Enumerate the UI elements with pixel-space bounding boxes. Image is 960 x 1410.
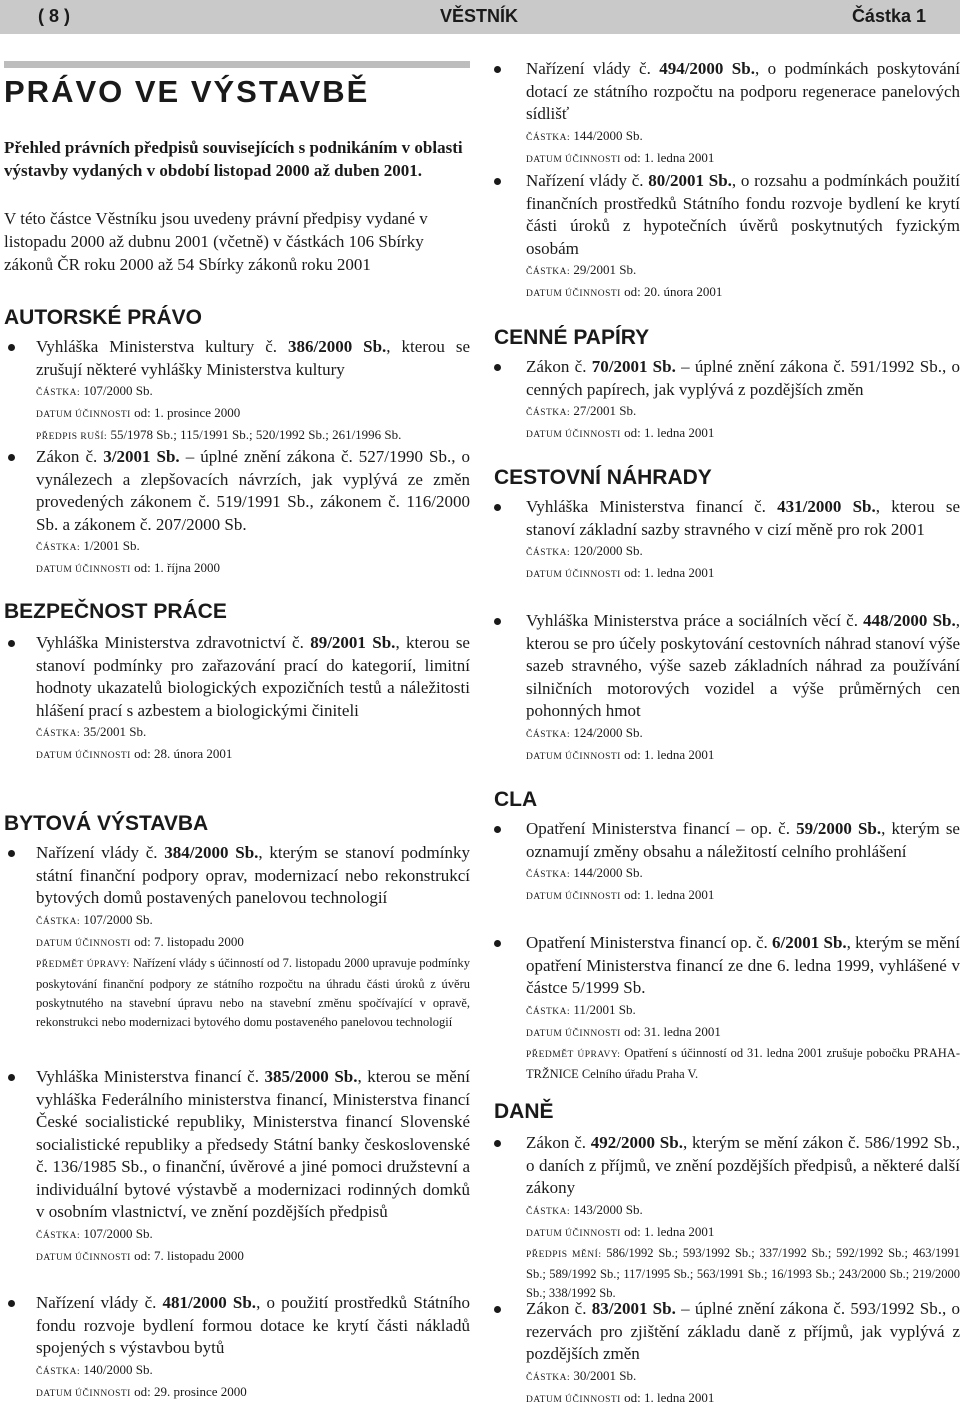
bullet-icon <box>494 618 501 625</box>
item-castka: ČÁSTKA: 143/2000 Sb. <box>526 1201 643 1217</box>
bullet-icon <box>8 640 15 647</box>
item-castka: ČÁSTKA: 140/2000 Sb. <box>36 1361 153 1377</box>
item-castka: ČÁSTKA: 1/2001 Sb. <box>36 538 140 553</box>
page-title: PRÁVO VE VÝSTAVBĚ <box>4 74 370 109</box>
item-text: Nařízení vlády č. 481/2000 Sb., o použití prostředků Státního fondu rozvoje bydlení formou dotace ke krytí části nákladů spojených s výstavbou bytů <box>36 1293 470 1357</box>
item-text: Vyhláška Ministerstva práce a sociálních věcí č. 448/2000 Sb., kterou se pro účely poskytování cestovních náhrad stanoví výše sazeb stravného, výše sazeb základních náhrad za používání silničních motorových vozidel a výše průměrných cen pohonných hmot <box>526 611 960 720</box>
page-number: ( 8 ) <box>38 6 71 26</box>
bullet-icon <box>494 1306 501 1313</box>
list-item <box>4 1292 470 1404</box>
item-text: Zákon č. 492/2000 Sb., kterým se mění zákon č. 586/1992 Sb., o daních z příjmů, ve znění pozdějších předpisů, a některé další zákony <box>526 1133 960 1197</box>
item-datum: DATUM ÚČINNOSTI od: 7. listopadu 2000 <box>36 933 244 949</box>
section-heading-cestovni: CESTOVNÍ NÁHRADY <box>494 466 712 489</box>
list-item <box>490 356 960 445</box>
item-castka: ČÁSTKA: 35/2001 Sb. <box>36 724 147 739</box>
item-text: Vyhláška Ministerstva zdravotnictví č. 89/2001 Sb., kterou se stanoví podmínky pro zařazování prací do kategorií, limitní hodnoty ukazatelů biologických expozičních testů a náležitosti hlášení prací s azbestem a biologickými činiteli <box>36 633 470 720</box>
item-datum: DATUM ÚČINNOSTI od: 28. února 2001 <box>36 746 233 761</box>
list-item <box>490 58 960 170</box>
bullet-icon <box>494 1140 501 1147</box>
item-datum: DATUM ÚČINNOSTI od: 1. ledna 2001 <box>526 149 715 165</box>
item-castka: ČÁSTKA: 29/2001 Sb. <box>526 262 637 277</box>
item-castka: ČÁSTKA: 144/2000 Sb. <box>526 865 643 880</box>
item-castka: ČÁSTKA: 107/2000 Sb. <box>36 1225 153 1241</box>
item-text: Zákon č. 83/2001 Sb. – úplné znění zákona č. 593/1992 Sb., o rezervách pro zjištění základu daně z příjmů, jak vyplývá z pozdějších změn <box>526 1299 960 1363</box>
section-heading-autorske: AUTORSKÉ PRÁVO <box>4 306 202 329</box>
item-meni: PŘEDPIS MĚNÍ: 586/1992 Sb.; 593/1992 Sb.; 337/1992 Sb.; 592/1992 Sb.; 463/1991 Sb.; 589/1992 Sb.; 117/1995 Sb.; 563/1991 Sb.; 16/1993 Sb.; 243/2000 Sb.; 219/2000 Sb.; 338/1992 Sb. <box>526 1245 960 1300</box>
bullet-icon <box>494 364 501 371</box>
item-text: Vyhláška Ministerstva financí č. 385/2000 Sb., kterou se mění vyhláška Federálního ministerstva financí, Ministerstva financí České socialistické republiky, Ministerstva financí Slovenské socialistické republiky a předsedy Státní banky československé č. 136/1985 Sb., o finanční, úvěrové a jiné pomoci družstevní a individuální bytové výstavbě a modernizaci rodinných domků v osobním vlastnictví, ve znění pozdějších předpisů <box>36 1067 471 1221</box>
item-castka: ČÁSTKA: 107/2000 Sb. <box>36 911 153 927</box>
bullet-icon <box>494 178 501 185</box>
item-datum: DATUM ÚČINNOSTI od: 1. října 2000 <box>36 560 221 575</box>
list-item <box>4 1066 470 1268</box>
item-castka: ČÁSTKA: 27/2001 Sb. <box>526 403 637 418</box>
list-item <box>4 446 470 580</box>
bullet-icon <box>494 66 501 73</box>
journal-title: VĚSTNÍK <box>440 6 519 26</box>
section-heading-dane: DANĚ <box>494 1100 554 1123</box>
bullet-icon <box>8 1300 15 1307</box>
item-castka: ČÁSTKA: 144/2000 Sb. <box>526 127 643 143</box>
item-text: Opatření Ministerstva financí op. č. 6/2001 Sb., kterým se mění opatření Ministerstva financí ze dne 6. ledna 1999, vyhlášené v částce 5/1999 Sb. <box>526 933 960 997</box>
item-text: Opatření Ministerstva financí – op. č. 59/2000 Sb., kterým se oznamují změny obsahu a náležitostí celního prohlášení <box>526 819 960 861</box>
item-castka: ČÁSTKA: 120/2000 Sb. <box>526 543 643 558</box>
bullet-icon <box>494 826 501 833</box>
item-text: Nařízení vlády č. 80/2001 Sb., o rozsahu a podmínkách použití finančních prostředků Státního fondu rozvoje bydlení ke krytí části úroků z hypotečních úvěrů poskytnutých fyzickým osobám <box>526 171 960 258</box>
bullet-icon <box>8 344 15 351</box>
list-item <box>4 632 470 766</box>
item-castka: ČÁSTKA: 11/2001 Sb. <box>526 1001 636 1017</box>
bullet-icon <box>494 940 501 947</box>
item-text: Zákon č. 70/2001 Sb. – úplné znění zákona č. 591/1992 Sb., o cenných papírech, jak vyplývá z pozdějších změn <box>526 357 960 399</box>
list-item <box>490 818 960 907</box>
item-predmet: PŘEDMĚT ÚPRAVY: Opatření s účinností od 31. ledna 2001 zrušuje pobočku PRAHA-TRŽNICE Celního úřadu Praha V. <box>526 1045 960 1081</box>
intro-text: V této částce Věstníku jsou uvedeny právní předpisy vydané v listopadu 2000 až dubnu 2001 (včetně) v částkách 106 Sbírky zákonů ČR roku 2000 až 54 Sbírky zákonů roku 2001 <box>4 209 428 274</box>
item-datum: DATUM ÚČINNOSTI od: 1. ledna 2001 <box>526 887 715 902</box>
list-item <box>490 170 960 304</box>
item-text: Vyhláška Ministerstva kultury č. 386/2000 Sb., kterou se zrušují některé vyhlášky Ministerstva kultury <box>36 337 471 379</box>
section-heading-bytova: BYTOVÁ VÝSTAVBA <box>4 812 209 835</box>
list-item <box>490 932 960 1084</box>
item-datum: DATUM ÚČINNOSTI od: 29. prosince 2000 <box>36 1383 247 1399</box>
section-heading-cla: CLA <box>494 788 538 811</box>
title-rule <box>4 61 470 68</box>
section-heading-bezpecnost: BEZPEČNOST PRÁCE <box>4 600 227 623</box>
item-rusi: PŘEDPIS RUŠÍ: 55/1978 Sb.; 115/1991 Sb.; 520/1992 Sb.; 261/1996 Sb. <box>36 427 402 442</box>
header-bar <box>0 0 960 34</box>
section-heading-cenne: CENNÉ PAPÍRY <box>494 326 650 349</box>
item-datum: DATUM ÚČINNOSTI od: 1. ledna 2001 <box>526 746 715 762</box>
intro-summary: Přehled právních předpisů souvisejících s podnikáním v oblasti výstavby vydaných v období listopad 2000 až duben 2001. <box>4 138 463 180</box>
list-item <box>4 842 470 1032</box>
item-predmet: PŘEDMĚT ÚPRAVY: Nařízení vlády s účinností od 7. listopadu 2000 upravuje podmínky poskytování finanční podpory ze státního rozpočtu na úhradu části úroků z úvěru poskytnutého na stavební úpravu nebo na stavební změnu spočívající v opravě, rekonstrukci nebo modernizaci bytového domu postaveného panelovou technologií <box>36 955 470 1029</box>
bullet-icon <box>8 454 15 461</box>
item-castka: ČÁSTKA: 124/2000 Sb. <box>526 724 643 740</box>
item-datum: DATUM ÚČINNOSTI od: 1. prosince 2000 <box>36 405 241 420</box>
bullet-icon <box>8 850 15 857</box>
item-datum: DATUM ÚČINNOSTI od: 1. ledna 2001 <box>526 1223 715 1239</box>
issue-label: Částka 1 <box>851 6 926 26</box>
item-text: Zákon č. 3/2001 Sb. – úplné znění zákona č. 527/1990 Sb., o vynálezech a zlepšovacích návrzích, jak vyplývá ze změn provedených zákonem č. 519/1991 Sb., zákonem č. 116/2000 Sb. a zákonem č. 207/2000 Sb. <box>36 447 470 534</box>
list-item <box>490 1298 960 1410</box>
list-item <box>4 336 470 447</box>
item-text: Nařízení vlády č. 384/2000 Sb., kterým se stanoví podmínky státní finanční podpory oprav, modernizací nebo rekonstrukcí bytových domů postavených panelovou technologií <box>36 843 470 907</box>
bullet-icon <box>494 504 501 511</box>
list-item <box>490 1132 960 1303</box>
item-text: Nařízení vlády č. 494/2000 Sb., o podmínkách poskytování dotací ze státního rozpočtu na podporu regenerace panelových sídlišť <box>526 59 960 123</box>
item-castka: ČÁSTKA: 30/2001 Sb. <box>526 1367 637 1383</box>
item-text: Vyhláška Ministerstva financí č. 431/2000 Sb., kterou se stanoví základní sazby stravného v cizí měně pro rok 2001 <box>526 497 960 539</box>
item-datum: DATUM ÚČINNOSTI od: 20. února 2001 <box>526 284 723 299</box>
list-item <box>490 496 960 585</box>
list-item <box>490 610 960 767</box>
item-datum: DATUM ÚČINNOSTI od: 7. listopadu 2000 <box>36 1247 244 1263</box>
bullet-icon <box>8 1074 15 1081</box>
item-castka: ČÁSTKA: 107/2000 Sb. <box>36 383 153 398</box>
item-datum: DATUM ÚČINNOSTI od: 1. ledna 2001 <box>526 1389 715 1405</box>
item-datum: DATUM ÚČINNOSTI od: 31. ledna 2001 <box>526 1023 721 1039</box>
item-datum: DATUM ÚČINNOSTI od: 1. ledna 2001 <box>526 425 715 440</box>
item-datum: DATUM ÚČINNOSTI od: 1. ledna 2001 <box>526 565 715 580</box>
